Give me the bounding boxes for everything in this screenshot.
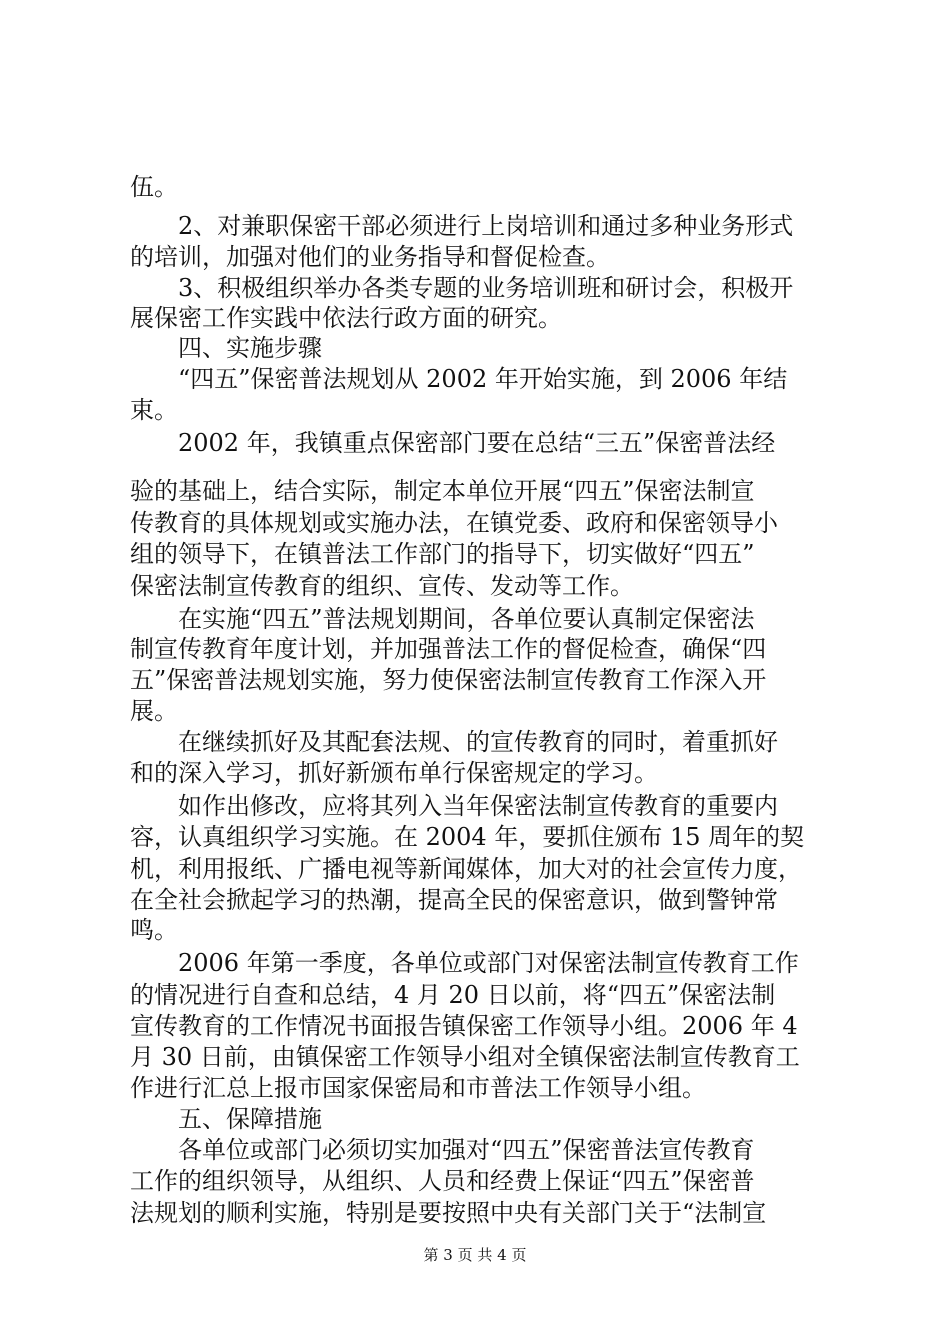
text-line: 在实施“四五”普法规划期间，各单位要认真制定保密法 — [178, 605, 755, 633]
text-line: 月 30 日前，由镇保密工作领导小组对全镇保密法制宣传教育工 — [130, 1043, 800, 1071]
text-line: 2002 年，我镇重点保密部门要在总结“三五”保密普法经 — [178, 429, 776, 457]
text-line: 的培训，加强对他们的业务指导和督促检查。 — [130, 243, 610, 271]
text-line: 和的深入学习，抓好新颁布单行保密规定的学习。 — [130, 759, 658, 787]
text-line: “四五”保密普法规划从 2002 年开始实施，到 2006 年结 — [178, 365, 788, 393]
text-line: 展。 — [130, 697, 178, 725]
text-line: 工作的组织领导，从组织、人员和经费上保证“四五”保密普 — [130, 1167, 755, 1195]
text-line: 保密法制宣传教育的组织、宣传、发动等工作。 — [130, 572, 634, 600]
text-line: 的情况进行自查和总结，4 月 20 日以前，将“四五”保密法制 — [130, 981, 776, 1009]
text-line: 容，认真组织学习实施。在 2004 年，要抓住颁布 15 周年的契 — [130, 823, 805, 851]
section-heading: 四、实施步骤 — [178, 334, 322, 362]
text-line: 在继续抓好及其配套法规、的宣传教育的同时，着重抓好 — [178, 728, 778, 756]
text-line: 各单位或部门必须切实加强对“四五”保密普法宣传教育 — [178, 1136, 755, 1164]
text-line: 五”保密普法规划实施，努力使保密法制宣传教育工作深入开 — [130, 666, 767, 694]
text-line: 宣传教育的工作情况书面报告镇保密工作领导小组。2006 年 4 — [130, 1012, 798, 1040]
text-line: 鸣。 — [130, 916, 178, 944]
text-line: 3、积极组织举办各类专题的业务培训班和研讨会，积极开 — [178, 274, 794, 302]
text-line: 伍。 — [130, 173, 178, 201]
text-line: 2006 年第一季度，各单位或部门对保密法制宣传教育工作 — [178, 949, 799, 977]
text-line: 展保密工作实践中依法行政方面的研究。 — [130, 304, 562, 332]
text-line: 组的领导下，在镇普法工作部门的指导下，切实做好“四五” — [130, 540, 755, 568]
text-line: 作进行汇总上报市国家保密局和市普法工作领导小组。 — [130, 1074, 706, 1102]
section-heading: 五、保障措施 — [178, 1105, 322, 1133]
text-line: 如作出修改，应将其列入当年保密法制宣传教育的重要内 — [178, 792, 778, 820]
text-line: 束。 — [130, 396, 178, 424]
text-line: 机，利用报纸、广播电视等新闻媒体，加大对的社会宣传力度， — [130, 855, 802, 883]
page-footer: 第 3 页 共 4 页 — [423, 1246, 527, 1264]
text-line: 传教育的具体规划或实施办法，在镇党委、政府和保密领导小 — [130, 509, 778, 537]
text-line: 2、对兼职保密干部必须进行上岗培训和通过多种业务形式 — [178, 212, 794, 240]
text-line: 验的基础上，结合实际，制定本单位开展“四五”保密法制宣 — [130, 477, 755, 505]
text-line: 法规划的顺利实施，特别是要按照中央有关部门关于“法制宣 — [130, 1199, 767, 1227]
text-line: 制宣传教育年度计划，并加强普法工作的督促检查，确保“四 — [130, 635, 767, 663]
text-line: 在全社会掀起学习的热潮，提高全民的保密意识，做到警钟常 — [130, 886, 778, 914]
